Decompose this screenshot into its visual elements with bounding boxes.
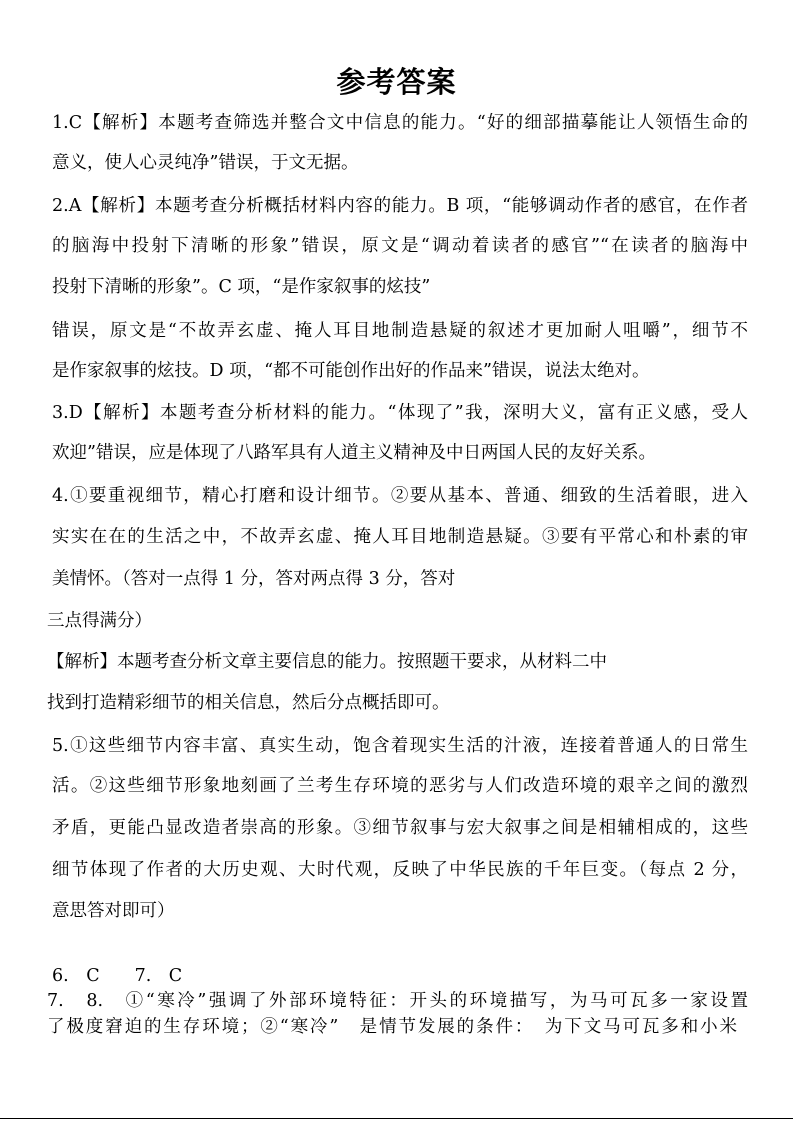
answer-4-analysis-line-2: 找到打造精彩细节的相关信息，然后分点概括即可。 (47, 693, 450, 713)
answer-2-line-1: 2.A【解析】本题考查分析概括材料内容的能力。B 项，“能够调动作者的感官，在作者 (52, 196, 748, 216)
answer-3-line-1: 3.D【解析】本题考查分析材料的能力。“体现了”我，深明大义，富有正义感，受人 (52, 403, 748, 423)
answer-5-line-2: 活。②这些细节形象地刻画了兰考生存环境的恶劣与人们改造环境的艰辛之间的激烈 (52, 776, 748, 796)
answer-4-line-1: 4.①要重视细节，精心打磨和设计细节。②要从基本、普通、细致的生活着眼，进入 (52, 486, 748, 506)
answer-5-line-4: 细节体现了作者的大历史观、大时代观，反映了中华民族的千年巨变。（每点 2 分， (52, 860, 748, 880)
answer-5-line-1: 5.①这些细节内容丰富、真实生动，饱含着现实生活的汁液，连接着普通人的日常生 (52, 736, 748, 756)
answer-4-line-4: 三点得满分） (47, 611, 152, 631)
page-bottom-rule (0, 1118, 793, 1119)
answer-5-line-5: 意思答对即可） (52, 901, 175, 921)
answer-1-line-1: 1.C【解析】本题考查筛选并整合文中信息的能力。“好的细部描摹能让人领悟生命的 (52, 113, 748, 133)
answer-6-7-line: 6. C 7. C (52, 966, 183, 986)
page-title: 参考答案 (336, 65, 457, 99)
answer-2-line-4: 错误，原文是“不故弄玄虚、掩人耳目地制造悬疑的叙述才更加耐人咀嚼”，细节不 (52, 321, 748, 341)
answer-7-8-line-1: 7. 8. ①“寒冷”强调了外部环境特征：开头的环境描写，为马可瓦多一家设置 (47, 991, 748, 1011)
answer-7-8-line-2: 了极度窘迫的生存环境；②“寒冷” 是情节发展的条件： 为下文马可瓦多和小米 (47, 1017, 737, 1037)
answer-4-line-2: 实实在在的生活之中，不故弄玄虚、掩人耳目地制造悬疑。③要有平常心和朴素的审 (52, 527, 748, 547)
answer-2-line-5: 是作家叙事的炫技。D 项，“都不可能创作出好的作品来”错误，说法太绝对。 (52, 361, 650, 381)
answer-5-line-3: 矛盾，更能凸显改造者崇高的形象。③细节叙事与宏大叙事之间是相辅相成的，这些 (52, 818, 748, 838)
answer-3-line-2: 欢迎”错误，应是体现了八路军具有人道主义精神及中日两国人民的友好关系。 (52, 443, 656, 463)
answer-4-analysis-line-1: 【解析】本题考查分析文章主要信息的能力。按照题干要求，从材料二中 (47, 652, 607, 672)
answer-1-line-2: 意义，使人心灵纯净”错误，于文无据。 (52, 153, 359, 173)
answer-2-line-3: 投射下清晰的形象”。C 项，“是作家叙事的炫技” (52, 277, 431, 297)
answer-2-line-2: 的脑海中投射下清晰的形象”错误，原文是“调动着读者的感官”“在读者的脑海中 (52, 236, 748, 256)
answer-4-line-3: 美情怀。（答对一点得 1 分，答对两点得 3 分，答对 (52, 569, 456, 589)
